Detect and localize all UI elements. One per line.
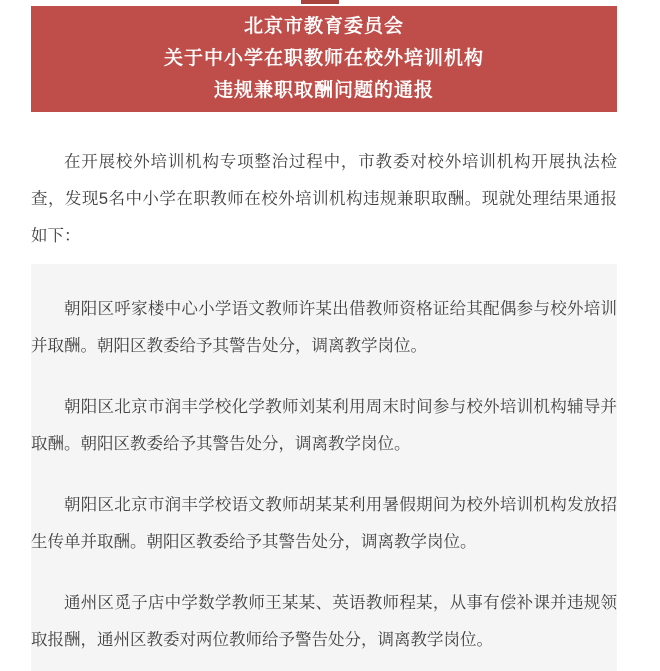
- case-paragraph-1: 朝阳区呼家楼中心小学语文教师许某出借教师资格证给其配偶参与校外培训并取酬。朝阳区教委给予其警告处分，调离教学岗位。: [31, 300, 617, 355]
- notice-title-line-3: 违规兼职取酬问题的通报: [213, 80, 434, 101]
- case-paragraph-2: 朝阳区北京市润丰学校化学教师刘某利用周末时间参与校外培训机构辅导并取酬。朝阳区教委给予其警告处分，调离教学岗位。: [31, 398, 617, 453]
- notice-header-banner: [31, 6, 617, 112]
- case-paragraph-3: 朝阳区北京市润丰学校语文教师胡某某利用暑假期间为校外培训机构发放招生传单并取酬。朝阳区教委给予其警告处分，调离教学岗位。: [31, 496, 617, 551]
- cases-panel: [31, 264, 617, 671]
- notice-body: [31, 144, 617, 671]
- top-image-fragment: [301, 0, 339, 4]
- notice-title-line-2: 关于中小学在职教师在校外培训机构: [163, 48, 484, 69]
- notice-title-issuer: 北京市教育委员会: [243, 16, 404, 37]
- case-paragraph-4: 通州区觅子店中学数学教师王某某、英语教师程某，从事有偿补课并违规领取报酬，通州区教委对两位教师给予警告处分，调离教学岗位。: [31, 594, 617, 649]
- intro-paragraph: 在开展校外培训机构专项整治过程中，市教委对校外培训机构开展执法检查，发现5名中小学在职教师在校外培训机构违规兼职取酬。现就处理结果通报如下：: [31, 153, 617, 245]
